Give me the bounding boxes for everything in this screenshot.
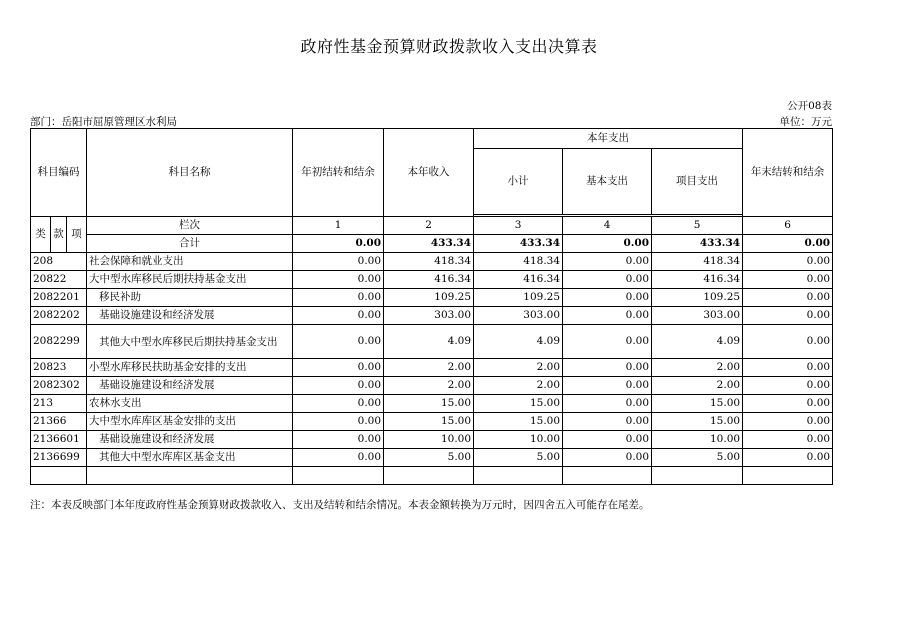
- row-value: 4.09: [384, 325, 474, 359]
- row-value: 5.00: [652, 449, 743, 467]
- header-code: 科目编码: [31, 129, 87, 217]
- row-name: 社会保障和就业支出: [87, 253, 293, 271]
- header-project: 项目支出: [652, 149, 743, 215]
- empty-cell: [743, 467, 833, 485]
- row-code: 2082202: [31, 307, 87, 325]
- header-subtotal: 小计: [474, 149, 563, 215]
- row-value: 0.00: [293, 413, 384, 431]
- row-value: 5.00: [384, 449, 474, 467]
- row-value: 416.34: [384, 271, 474, 289]
- col-num: 4: [563, 217, 652, 235]
- row-name: 小型水库移民扶助基金安排的支出: [87, 359, 293, 377]
- total-value: 0.00: [743, 235, 833, 253]
- col-num: 2: [384, 217, 474, 235]
- empty-cell: [652, 467, 743, 485]
- total-value: 0.00: [293, 235, 384, 253]
- row-value: 15.00: [474, 395, 563, 413]
- header-row-1: [31, 129, 833, 149]
- row-value: 0.00: [743, 289, 833, 307]
- table-row: [31, 289, 833, 307]
- header-end-balance: 年末结转和结余: [743, 129, 833, 217]
- row-name: 其他大中型水库移民后期扶持基金支出: [87, 325, 293, 359]
- row-value: 0.00: [293, 449, 384, 467]
- table-row: [31, 395, 833, 413]
- row-value: 0.00: [293, 359, 384, 377]
- col-num: 6: [743, 217, 833, 235]
- footnote: 注：本表反映部门本年度政府性基金预算财政拨款收入、支出及结转和结余情况。本表金额转换为万元时，因四舍五入可能存在尾差。: [30, 499, 650, 511]
- row-name: 移民补助: [87, 289, 293, 307]
- total-value: 433.34: [474, 235, 563, 253]
- col-num: 1: [293, 217, 384, 235]
- row-value: 0.00: [293, 395, 384, 413]
- page-title: 政府性基金预算财政拨款收入支出决算表: [300, 37, 598, 56]
- empty-cell: [293, 467, 384, 485]
- row-value: 0.00: [743, 359, 833, 377]
- row-value: 0.00: [743, 325, 833, 359]
- form-number: 公开08表: [787, 100, 832, 112]
- row-value: 5.00: [474, 449, 563, 467]
- row-value: 416.34: [474, 271, 563, 289]
- row-value: 0.00: [293, 253, 384, 271]
- row-code: 2136699: [31, 449, 87, 467]
- row-code: 2082299: [31, 325, 87, 359]
- row-value: 0.00: [293, 307, 384, 325]
- row-value: 0.00: [563, 449, 652, 467]
- header-lei: 类: [31, 217, 51, 253]
- row-value: 109.25: [474, 289, 563, 307]
- empty-row: [31, 467, 833, 485]
- row-value: 0.00: [293, 377, 384, 395]
- row-value: 0.00: [293, 431, 384, 449]
- empty-cell: [384, 467, 474, 485]
- row-value: 418.34: [384, 253, 474, 271]
- row-value: 2.00: [652, 377, 743, 395]
- row-value: 109.25: [384, 289, 474, 307]
- row-value: 303.00: [652, 307, 743, 325]
- row-value: 0.00: [563, 253, 652, 271]
- row-value: 0.00: [743, 307, 833, 325]
- row-value: 0.00: [293, 271, 384, 289]
- row-code: 20823: [31, 359, 87, 377]
- row-value: 416.34: [652, 271, 743, 289]
- row-code: 2136601: [31, 431, 87, 449]
- empty-cell: [31, 467, 87, 485]
- col-num: 3: [474, 217, 563, 235]
- row-code: 20822: [31, 271, 87, 289]
- row-value: 0.00: [293, 325, 384, 359]
- row-value: 0.00: [563, 431, 652, 449]
- row-value: 15.00: [474, 413, 563, 431]
- table-row: [31, 307, 833, 325]
- department-label: 部门：岳阳市屈原管理区水利局: [30, 116, 177, 128]
- empty-cell: [563, 467, 652, 485]
- row-name: 基础设施建设和经济发展: [87, 377, 293, 395]
- header-name: 科目名称: [87, 129, 293, 217]
- row-value: 0.00: [563, 289, 652, 307]
- table-row: [31, 449, 833, 467]
- row-value: 4.09: [652, 325, 743, 359]
- row-code: 213: [31, 395, 87, 413]
- column-number-row: [31, 217, 833, 235]
- row-code: 2082201: [31, 289, 87, 307]
- table-row: [31, 359, 833, 377]
- row-value: 2.00: [474, 359, 563, 377]
- row-value: 15.00: [384, 395, 474, 413]
- row-name: 农林水支出: [87, 395, 293, 413]
- row-value: 10.00: [652, 431, 743, 449]
- row-value: 2.00: [384, 377, 474, 395]
- row-value: 0.00: [743, 449, 833, 467]
- total-row: [31, 235, 833, 253]
- row-value: 0.00: [563, 325, 652, 359]
- row-value: 0.00: [563, 307, 652, 325]
- table-row: [31, 377, 833, 395]
- row-value: 10.00: [384, 431, 474, 449]
- table-row: [31, 413, 833, 431]
- row-value: 0.00: [563, 395, 652, 413]
- row-code: 21366: [31, 413, 87, 431]
- row-value: 0.00: [563, 413, 652, 431]
- fund-table: [30, 128, 833, 485]
- row-name: 其他大中型水库库区基金支出: [87, 449, 293, 467]
- row-value: 2.00: [474, 377, 563, 395]
- header-basic: 基本支出: [563, 149, 652, 215]
- header-expense-group: 本年支出: [474, 129, 743, 149]
- row-value: 0.00: [743, 413, 833, 431]
- row-value: 418.34: [652, 253, 743, 271]
- row-value: 303.00: [384, 307, 474, 325]
- table-row: [31, 253, 833, 271]
- header-income: 本年收入: [384, 129, 474, 217]
- row-name: 基础设施建设和经济发展: [87, 431, 293, 449]
- column-label: 栏次: [87, 217, 293, 235]
- total-label: 合计: [87, 235, 293, 253]
- row-code: 208: [31, 253, 87, 271]
- row-value: 303.00: [474, 307, 563, 325]
- row-code: 2082302: [31, 377, 87, 395]
- row-value: 15.00: [384, 413, 474, 431]
- unit-label: 单位：万元: [779, 116, 832, 128]
- total-value: 0.00: [563, 235, 652, 253]
- row-name: 大中型水库库区基金安排的支出: [87, 413, 293, 431]
- row-name: 基础设施建设和经济发展: [87, 307, 293, 325]
- total-value: 433.34: [652, 235, 743, 253]
- row-value: 0.00: [563, 359, 652, 377]
- row-value: 0.00: [293, 289, 384, 307]
- row-value: 10.00: [474, 431, 563, 449]
- row-value: 15.00: [652, 413, 743, 431]
- col-num: 5: [652, 217, 743, 235]
- row-value: 0.00: [563, 377, 652, 395]
- row-name: 大中型水库移民后期扶持基金支出: [87, 271, 293, 289]
- row-value: 418.34: [474, 253, 563, 271]
- table-row: [31, 431, 833, 449]
- total-value: 433.34: [384, 235, 474, 253]
- row-value: 0.00: [563, 271, 652, 289]
- row-value: 0.00: [743, 395, 833, 413]
- row-value: 0.00: [743, 253, 833, 271]
- header-xiang: 项: [67, 217, 87, 253]
- empty-cell: [87, 467, 293, 485]
- row-value: 0.00: [743, 431, 833, 449]
- row-value: 15.00: [652, 395, 743, 413]
- header-kuan: 款: [51, 217, 67, 253]
- row-value: 2.00: [652, 359, 743, 377]
- row-value: 109.25: [652, 289, 743, 307]
- row-value: 4.09: [474, 325, 563, 359]
- header-begin-balance: 年初结转和结余: [293, 129, 384, 217]
- row-value: 2.00: [384, 359, 474, 377]
- row-value: 0.00: [743, 377, 833, 395]
- empty-cell: [474, 467, 563, 485]
- table-row: [31, 325, 833, 359]
- table-row: [31, 271, 833, 289]
- row-value: 0.00: [743, 271, 833, 289]
